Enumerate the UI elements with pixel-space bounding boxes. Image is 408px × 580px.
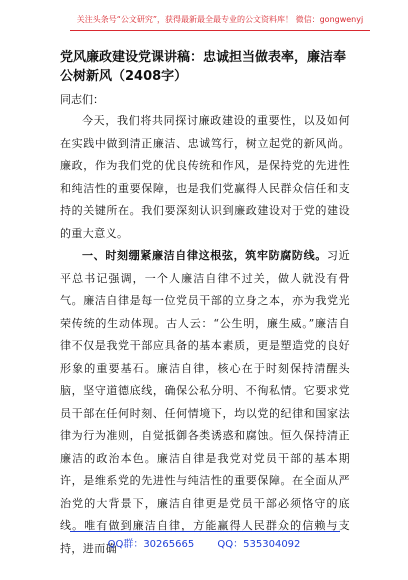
- header-divider: [70, 30, 370, 31]
- section-1-heading: 一、时刻绷紧廉洁自律这根弦，筑牢防腐防线。: [82, 249, 327, 262]
- header-banner: 关注头条号“公文研究”，获得最新最全最专业的公文资料库！ 微信：gongwenyj: [76, 15, 364, 24]
- footer-divider: [70, 531, 340, 532]
- intro-paragraph: 今天，我们将共同探讨廉政建设的重要性，以及如何在实践中做到清正廉洁、忠诚笃行，树立起党的新风尚。廉政，作为我们党的优良传统和作风，是保持党的先进性和纯洁性的重要保障，也是我们党赢得人民群众信任和支持的关键所在。我们要深刻认识到廉政建设对于党的建设的重大意义。: [60, 114, 350, 240]
- footer-qq-contact: QQ：535304092: [217, 539, 301, 550]
- document-title: 党风廉政建设党课讲稿：忠诚担当做表率，廉洁奉公树新风（2408字）: [60, 50, 347, 84]
- salutation: 同志们：: [60, 93, 104, 106]
- document-body: [60, 48, 350, 560]
- section-1-paragraph: [60, 245, 350, 560]
- footer-qq-group: QQ群：30265665: [107, 539, 195, 550]
- footer: [0, 535, 408, 550]
- section-1-body: 习近平总书记强调，一个人廉洁自律不过关，做人就没有骨气。廉洁自律是每一位党员干部的立身之本，亦为我党光荣传统的生动体现。古人云：“公生明，廉生威。”廉洁自律不仅是我党干部应具备的基本素质，更是塑造党的良好形象的重要基石。廉洁自律，核心在于时刻保持清醒头脑，坚守道德底线，确保公私分明、不徇私情。它要求党员干部在任何时刻、任何情境下，均以党的纪律和国家法律为行为准则，自觉抵御各类诱惑和腐蚀。恒久保持清正廉洁的政治本色。廉洁自律是我党对党员干部的基本期许，是维系党的先进性与纯洁性的重要保障。在全面从严治党的大背景下，廉洁自律更是党员干部必须恪守的底线。唯有做到廉洁自律，方能赢得人民群众的信赖与支持，进而确: [60, 249, 350, 555]
